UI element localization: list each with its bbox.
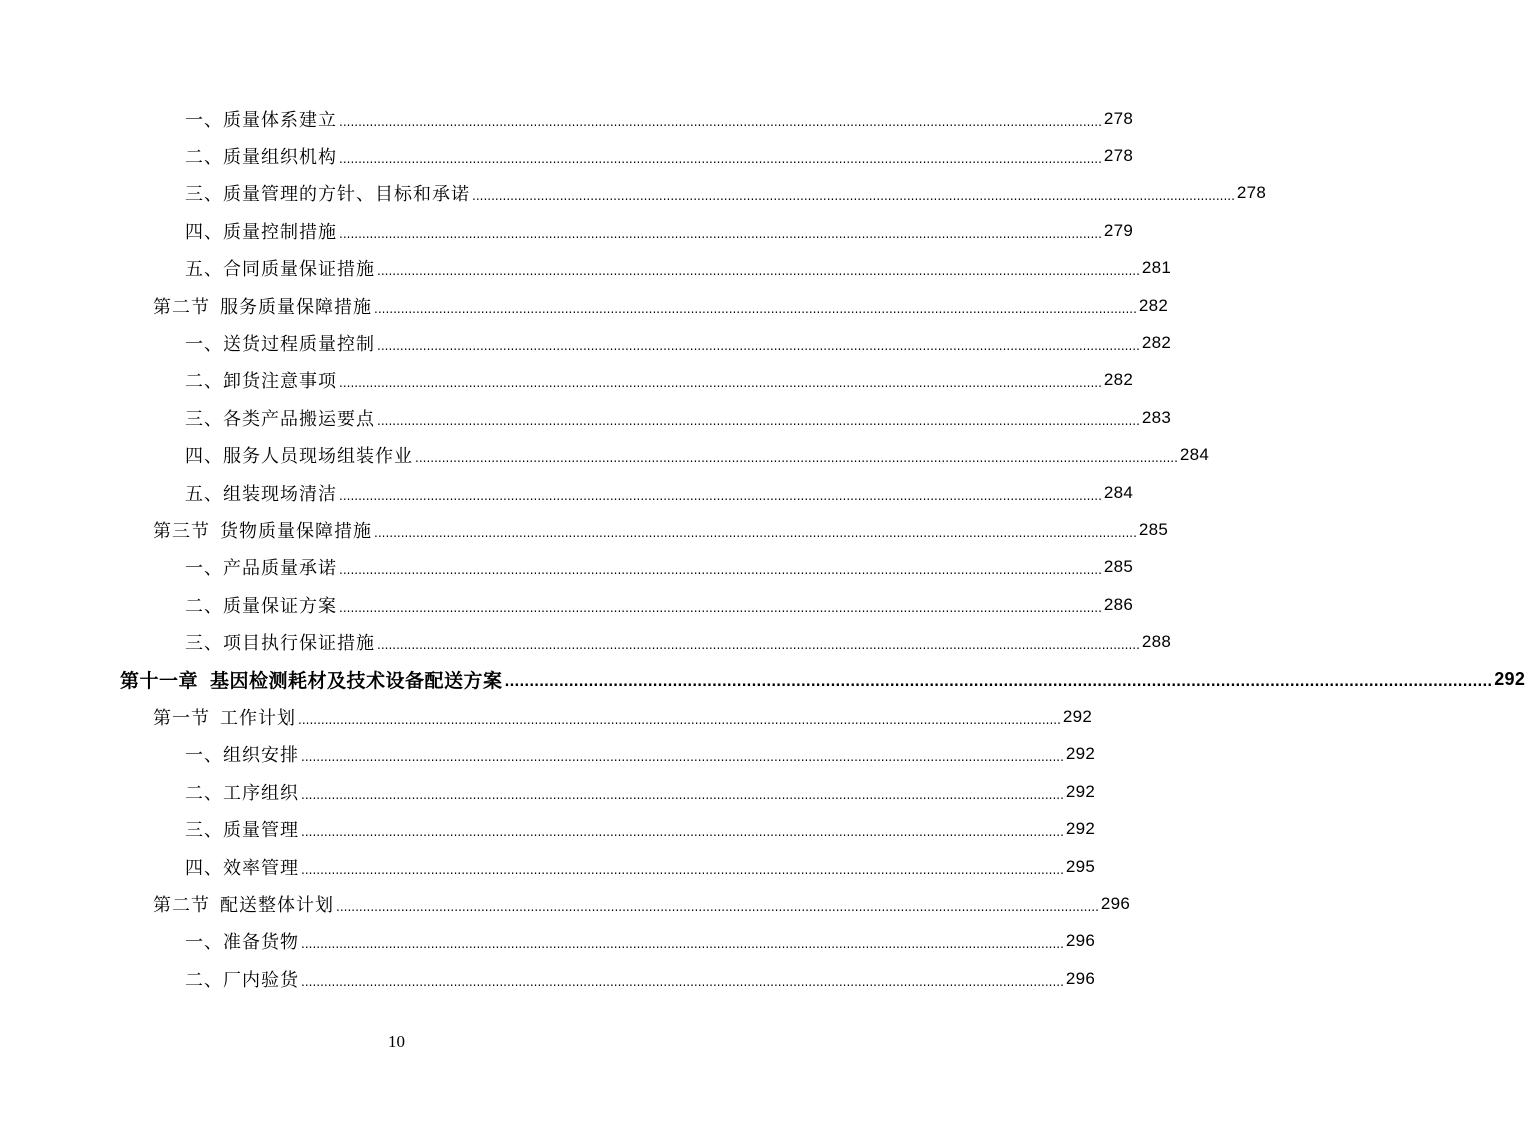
toc-entry[interactable] — [185, 250, 1172, 287]
toc-entry-title — [185, 816, 299, 842]
toc-entry[interactable] — [153, 698, 1093, 735]
toc-entry-text: 厂内验货 — [223, 969, 299, 991]
toc-entry[interactable] — [185, 362, 1134, 399]
dot-leader: ........................................................................................................................................................................................................ — [377, 638, 1140, 653]
dot-leader: ........................................................................................................................................................................................................ — [377, 339, 1140, 354]
toc-entry-prefix: 一、 — [185, 932, 223, 954]
toc-entry-text: 配送整体计划 — [220, 894, 334, 916]
toc-entry-prefix: 四、 — [185, 446, 223, 468]
toc-entry-title — [185, 928, 299, 954]
dot-leader: ........................................................................................................................................................................................................ — [339, 114, 1102, 129]
toc-entry-text: 各类产品搬运要点 — [223, 408, 375, 430]
toc-entry-prefix: 一、 — [185, 109, 223, 131]
toc-entry-prefix: 二、 — [185, 371, 223, 393]
toc-entry-title — [185, 779, 299, 805]
toc-entry-prefix: 三、 — [185, 633, 223, 655]
toc-entry-text: 质量控制措施 — [223, 221, 337, 243]
toc-entry-prefix: 二、 — [185, 782, 223, 804]
toc-entry-page: 278 — [1103, 146, 1134, 166]
toc-entry[interactable] — [185, 549, 1134, 586]
toc-entry-text: 产品质量承诺 — [223, 558, 337, 580]
toc-entry-page: 296 — [1065, 968, 1096, 988]
toc-entry-page: 292 — [1065, 781, 1096, 801]
toc-entry-prefix: 第二节 — [153, 296, 210, 318]
toc-entry[interactable] — [153, 287, 1169, 324]
toc-entry-text: 基因检测耗材及技术设备配送方案 — [210, 670, 503, 693]
toc-entry-prefix: 第一节 — [153, 707, 210, 729]
toc-entry-title — [185, 330, 375, 356]
dot-leader: ........................................................................................................................................................................................................ — [377, 413, 1140, 428]
toc-entry[interactable] — [120, 661, 1525, 698]
dot-leader: ........................................................................................................................................................................................................ — [339, 600, 1102, 615]
toc-entry-title — [185, 741, 299, 767]
dot-leader: ........................................................................................................................................................................................................ — [301, 750, 1064, 765]
toc-entry-prefix: 三、 — [185, 408, 223, 430]
toc-entry[interactable] — [185, 923, 1096, 960]
toc-entry-page: 296 — [1065, 931, 1096, 951]
dot-leader: ........................................................................................................................................................................................................ — [339, 376, 1102, 391]
toc-entry-page: 283 — [1141, 407, 1172, 427]
toc-entry-text: 效率管理 — [223, 857, 299, 879]
toc-entry-prefix: 二、 — [185, 595, 223, 617]
toc-entry-prefix: 五、 — [185, 259, 223, 281]
toc-entry-text: 准备货物 — [223, 932, 299, 954]
dot-leader: ........................................................................................................................................................................................................ — [415, 451, 1178, 466]
toc-entry-title — [153, 704, 296, 730]
toc-entry-page: 282 — [1141, 333, 1172, 353]
toc-entry-page: 285 — [1138, 519, 1169, 539]
toc-entry-prefix: 四、 — [185, 857, 223, 879]
toc-entry-prefix: 一、 — [185, 334, 223, 356]
toc-entry[interactable] — [185, 474, 1134, 511]
toc-entry-page: 295 — [1065, 856, 1096, 876]
toc-entry-page: 284 — [1103, 482, 1134, 502]
toc-entry-title — [185, 554, 337, 580]
toc-entry-page: 288 — [1141, 632, 1172, 652]
toc-entry-title — [185, 143, 337, 169]
toc-entry-text: 质量保证方案 — [223, 595, 337, 617]
dot-leader: ........................................................................................................................................................................................................ — [301, 787, 1064, 802]
toc-entry-prefix: 三、 — [185, 184, 223, 206]
dot-leader: ........................................................................................................................................................................................................ — [339, 152, 1102, 167]
dot-leader: ........................................................................................................................................................................................................ — [374, 301, 1137, 316]
dot-leader: ........................................................................................................................................................................................................ — [339, 226, 1102, 241]
dot-leader: ........................................................................................................................................................................................................ — [472, 189, 1235, 204]
dot-leader: ........................................................................................................................................................................................................ — [301, 825, 1064, 840]
toc-entry-text: 组装现场清洁 — [223, 483, 337, 505]
toc-entry-title — [185, 180, 470, 206]
toc-entry-title — [185, 854, 299, 880]
toc-entry-title — [185, 442, 413, 468]
toc-entry[interactable] — [185, 437, 1210, 474]
toc-entry-page: 296 — [1100, 893, 1131, 913]
toc-entry-title — [185, 592, 337, 618]
toc-entry[interactable] — [185, 175, 1267, 212]
toc-entry-title — [153, 891, 334, 917]
toc-entry[interactable] — [185, 399, 1172, 436]
toc-entry-page: 279 — [1103, 220, 1134, 240]
dot-leader: ........................................................................................................................................................................................................ — [336, 899, 1099, 914]
toc-entry-text: 项目执行保证措施 — [223, 633, 375, 655]
toc-entry-title — [185, 405, 375, 431]
toc-entry-page: 281 — [1141, 258, 1172, 278]
toc-entry-text: 卸货注意事项 — [223, 371, 337, 393]
dot-leader: ........................................................................................................................................................................................................ — [301, 937, 1064, 952]
toc-entry-page: 292 — [1065, 744, 1096, 764]
dot-leader: ........................................................................................................................................................................................................ — [301, 862, 1064, 877]
toc-entry[interactable] — [153, 885, 1131, 922]
toc-entry-page: 278 — [1236, 183, 1267, 203]
toc-entry-page: 285 — [1103, 557, 1134, 577]
toc-entry-text: 工作计划 — [220, 707, 296, 729]
toc-entry-text: 质量管理的方针、目标和承诺 — [223, 184, 470, 206]
toc-entry-page: 278 — [1103, 108, 1134, 128]
dot-leader: ........................................................................................................................................................................................................ — [339, 488, 1102, 503]
toc-entry[interactable] — [185, 586, 1134, 623]
toc-entry-text: 送货过程质量控制 — [223, 334, 375, 356]
toc-entry-text: 合同质量保证措施 — [223, 259, 375, 281]
toc-entry-title — [185, 629, 375, 655]
toc-entry-text: 组织安排 — [223, 745, 299, 767]
dot-leader: ........................................................................................................................................................................................................ — [374, 525, 1137, 540]
toc-entry-page: 292 — [1494, 669, 1525, 690]
toc-entry[interactable] — [185, 810, 1096, 847]
dot-leader: ........................................................................................................................................................................................................ — [298, 712, 1061, 727]
toc-entry-page: 292 — [1062, 706, 1093, 726]
toc-entry-title — [185, 367, 337, 393]
toc-entry-text: 货物质量保障措施 — [220, 520, 372, 542]
dot-leader: ........................................................................................................................................................................................................ — [377, 264, 1140, 279]
toc-entry-text: 质量组织机构 — [223, 147, 337, 169]
toc-entry[interactable] — [185, 324, 1172, 361]
toc-entry[interactable] — [185, 773, 1096, 810]
toc-entry-text: 质量管理 — [223, 820, 299, 842]
toc-entry[interactable] — [153, 511, 1169, 548]
toc-entry-page: 282 — [1138, 295, 1169, 315]
toc-entry[interactable] — [185, 960, 1096, 997]
toc-entry-title — [120, 666, 503, 693]
toc-entry-title — [185, 218, 337, 244]
toc-entry-text: 服务质量保障措施 — [220, 296, 372, 318]
toc-entry[interactable] — [185, 137, 1134, 174]
toc-entry-page: 284 — [1179, 445, 1210, 465]
toc-entry-prefix: 三、 — [185, 820, 223, 842]
toc-entry-prefix: 五、 — [185, 483, 223, 505]
toc-entry-title — [185, 255, 375, 281]
toc-entry-title — [185, 966, 299, 992]
table-of-contents — [0, 100, 1525, 997]
toc-entry-title — [185, 106, 337, 132]
toc-entry-prefix: 二、 — [185, 147, 223, 169]
toc-entry-prefix: 第十一章 — [120, 670, 199, 693]
toc-entry-title — [153, 293, 372, 319]
toc-entry-prefix: 一、 — [185, 745, 223, 767]
dot-leader: ........................................................................................................................................................................................................ — [301, 974, 1064, 989]
toc-entry[interactable] — [185, 848, 1096, 885]
toc-entry-text: 服务人员现场组装作业 — [223, 446, 413, 468]
toc-entry-text: 质量体系建立 — [223, 109, 337, 131]
toc-entry-prefix: 一、 — [185, 558, 223, 580]
toc-entry-prefix: 四、 — [185, 221, 223, 243]
toc-entry-page: 286 — [1103, 594, 1134, 614]
toc-entry[interactable] — [185, 100, 1134, 137]
toc-entry-prefix: 第三节 — [153, 520, 210, 542]
toc-entry[interactable] — [185, 623, 1172, 660]
toc-entry-title — [185, 480, 337, 506]
dot-leader: ........................................................................................................................................................................................................ — [339, 563, 1102, 578]
toc-entry[interactable] — [185, 212, 1134, 249]
toc-entry[interactable] — [185, 736, 1096, 773]
toc-entry-page: 282 — [1103, 370, 1134, 390]
toc-entry-title — [153, 517, 372, 543]
toc-entry-text: 工序组织 — [223, 782, 299, 804]
dot-leader: ........................................................................................................................................................................................................ — [504, 674, 1493, 690]
toc-entry-page: 292 — [1065, 819, 1096, 839]
page-number: 10 — [388, 1032, 405, 1051]
toc-entry-prefix: 第二节 — [153, 894, 210, 916]
toc-entry-prefix: 二、 — [185, 969, 223, 991]
